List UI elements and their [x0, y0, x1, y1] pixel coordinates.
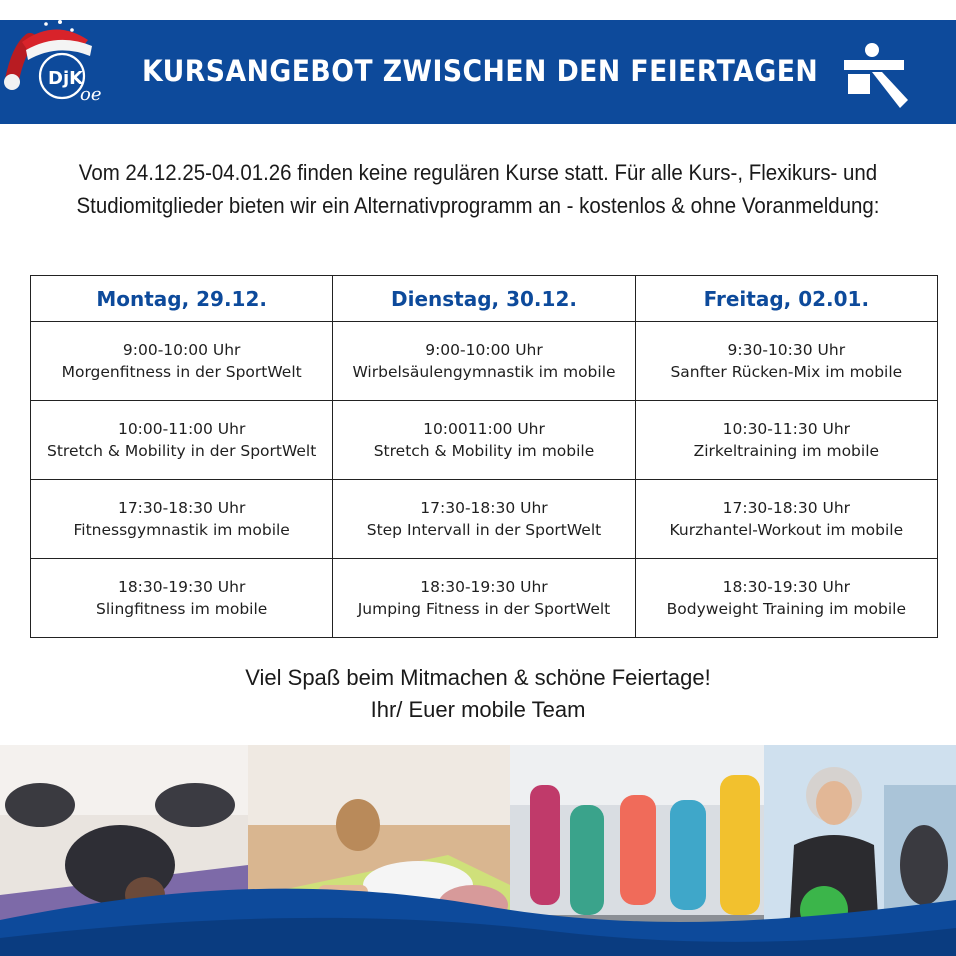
- course-cell: [333, 322, 635, 401]
- day-heading-monday: Montag, 29.12.: [31, 276, 333, 322]
- course-cell: [31, 322, 333, 401]
- intro-line-2: Studiomitglieder bieten wir ein Alternativprogramm an - kostenlos & ohne Voranmeldung:: [76, 193, 880, 218]
- course-time: 18:30-19:30 Uhr: [117, 578, 246, 596]
- course-title: Jumping Fitness in der SportWelt: [357, 600, 611, 618]
- table-row: [31, 401, 938, 480]
- logo-text: DjK: [48, 68, 84, 89]
- table-row: [31, 480, 938, 559]
- course-time: 10:0011:00 Uhr: [423, 420, 545, 438]
- course-time: 17:30-18:30 Uhr: [420, 499, 548, 517]
- course-title: Slingfitness im mobile: [96, 600, 268, 618]
- schedule-table: [30, 275, 938, 638]
- logo-script: oe: [80, 84, 102, 105]
- intro-line-1: Vom 24.12.25-04.01.26 finden keine regulären Kurse statt. Für alle Kurs-, Flexikurs- und: [78, 160, 878, 185]
- course-time: 18:30-19:30 Uhr: [420, 578, 548, 596]
- course-cell: [635, 401, 937, 480]
- header-banner: [0, 20, 956, 124]
- course-title: Stretch & Mobility im mobile: [373, 442, 595, 460]
- closing-line-2: Ihr/ Euer mobile Team: [370, 697, 586, 722]
- course-title: Sanfter Rücken-Mix im mobile: [670, 363, 903, 381]
- course-title: Step Intervall in der SportWelt: [366, 521, 602, 539]
- closing-line-1: Viel Spaß beim Mitmachen & schöne Feiertage!: [245, 665, 711, 690]
- course-cell: [31, 480, 333, 559]
- course-time: 9:30-10:30 Uhr: [727, 341, 846, 359]
- course-time: 9:00-10:00 Uhr: [122, 341, 241, 359]
- closing-text: [0, 662, 956, 726]
- course-cell: [635, 322, 937, 401]
- course-title: Morgenfitness in der SportWelt: [61, 363, 302, 381]
- course-title: Kurzhantel-Workout im mobile: [669, 521, 904, 539]
- page-title: KURSANGEBOT ZWISCHEN DEN FEIERTAGEN: [142, 54, 819, 88]
- day-heading-tuesday: Dienstag, 30.12.: [333, 276, 635, 322]
- course-title: Wirbelsäulengymnastik im mobile: [352, 363, 616, 381]
- table-header-row: [31, 276, 938, 322]
- course-time: 17:30-18:30 Uhr: [722, 499, 851, 517]
- table-row: [31, 559, 938, 638]
- course-cell: [333, 480, 635, 559]
- course-time: 10:30-11:30 Uhr: [722, 420, 851, 438]
- table-row: [31, 322, 938, 401]
- course-cell: [333, 559, 635, 638]
- course-cell: [635, 480, 937, 559]
- course-time: 9:00-10:00 Uhr: [425, 341, 543, 359]
- person-logo-icon: [840, 42, 912, 112]
- course-time: 17:30-18:30 Uhr: [117, 499, 246, 517]
- course-cell: [31, 401, 333, 480]
- course-cell: [333, 401, 635, 480]
- course-time: 18:30-19:30 Uhr: [722, 578, 851, 596]
- wave-decoration: [0, 880, 956, 956]
- day-heading-friday: Freitag, 02.01.: [635, 276, 937, 322]
- course-cell: [31, 559, 333, 638]
- course-title: Fitnessgymnastik im mobile: [73, 521, 290, 539]
- course-title: Stretch & Mobility in der SportWelt: [47, 442, 317, 460]
- course-title: Zirkeltraining im mobile: [693, 442, 880, 460]
- course-time: 10:00-11:00 Uhr: [117, 420, 246, 438]
- intro-text: [71, 156, 886, 222]
- djk-logo: [0, 10, 130, 110]
- course-cell: [635, 559, 937, 638]
- course-title: Bodyweight Training im mobile: [666, 600, 906, 618]
